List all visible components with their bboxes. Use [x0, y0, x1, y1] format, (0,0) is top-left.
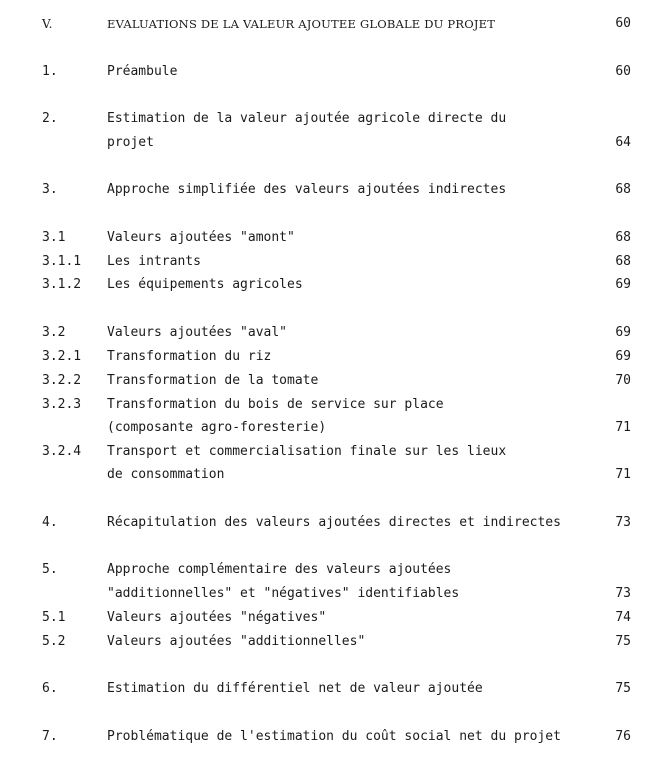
entry-title-continued: "additionnelles" et "négatives" identifiables	[107, 586, 460, 601]
entry-number: 3.1.1	[42, 254, 82, 269]
toc-entry-3-2-1	[0, 346, 659, 368]
entry-title: Problématique de l'estimation du coût social net du projet	[107, 729, 561, 744]
entry-page: 69	[615, 349, 631, 364]
entry-title: Valeurs ajoutées "négatives"	[107, 610, 327, 625]
toc-entry-5-1	[0, 607, 659, 629]
entry-page: 69	[615, 277, 631, 292]
entry-number: 5.1	[42, 610, 66, 625]
toc-entry-3-2-3	[0, 394, 659, 416]
toc-entry-3-2-2	[0, 370, 659, 392]
toc-entry-7	[0, 726, 659, 748]
entry-title: Valeurs ajoutées "additionnelles"	[107, 634, 366, 649]
chapter-heading	[0, 13, 659, 35]
entry-title: Transformation du bois de service sur place	[107, 397, 444, 412]
entry-page: 68	[615, 254, 631, 269]
entry-number: 3.2.1	[42, 349, 82, 364]
toc-entry-3-2-4-continued	[0, 464, 659, 486]
chapter-title: EVALUATIONS DE LA VALEUR AJOUTEE GLOBALE DU PROJET	[107, 17, 496, 31]
entry-title: Transformation de la tomate	[107, 373, 319, 388]
toc-entry-3-1	[0, 227, 659, 249]
entry-page: 70	[615, 373, 631, 388]
entry-title: Valeurs ajoutées "amont"	[107, 230, 295, 245]
toc-entry-3-2	[0, 322, 659, 344]
toc-entry-3-2-4	[0, 441, 659, 463]
entry-title: Récapitulation des valeurs ajoutées directes et indirectes	[107, 515, 561, 530]
toc-entry-3-1-2	[0, 274, 659, 296]
entry-number: 4.	[42, 515, 58, 530]
entry-number: 3.2.3	[42, 397, 82, 412]
entry-number: 1.	[42, 64, 58, 79]
entry-title: Les intrants	[107, 254, 201, 269]
entry-number: 6.	[42, 681, 58, 696]
toc-entry-5-continued	[0, 583, 659, 605]
entry-page: 73	[615, 515, 631, 530]
entry-title: Transport et commercialisation finale sur les lieux	[107, 444, 507, 459]
entry-page: 74	[615, 610, 631, 625]
toc-entry-5-2	[0, 631, 659, 653]
entry-number: 3.	[42, 182, 58, 197]
toc-entry-5	[0, 559, 659, 581]
entry-number: 3.1	[42, 230, 66, 245]
entry-title: Les équipements agricoles	[107, 277, 303, 292]
entry-page: 68	[615, 230, 631, 245]
entry-page: 71	[615, 420, 631, 435]
toc-entry-6	[0, 678, 659, 700]
entry-title-continued: de consommation	[107, 467, 225, 482]
entry-page: 69	[615, 325, 631, 340]
entry-page: 60	[615, 64, 631, 79]
entry-page: 71	[615, 467, 631, 482]
toc-entry-3-2-3-continued	[0, 417, 659, 439]
toc-entry-3-1-1	[0, 251, 659, 273]
entry-number: 3.2	[42, 325, 66, 340]
chapter-number: V.	[42, 17, 53, 31]
entry-number: 2.	[42, 111, 58, 126]
entry-title: Estimation de la valeur ajoutée agricole directe du	[107, 111, 507, 126]
entry-title-continued: (composante agro-foresterie)	[107, 420, 327, 435]
entry-number: 7.	[42, 729, 58, 744]
entry-page: 68	[615, 182, 631, 197]
entry-title: Approche complémentaire des valeurs ajoutées	[107, 562, 452, 577]
entry-title: Estimation du différentiel net de valeur ajoutée	[107, 681, 483, 696]
entry-number: 5.2	[42, 634, 66, 649]
entry-page: 75	[615, 681, 631, 696]
entry-title-continued: projet	[107, 135, 154, 150]
toc-entry-2-continued	[0, 132, 659, 154]
entry-title: Approche simplifiée des valeurs ajoutées indirectes	[107, 182, 507, 197]
entry-page: 64	[615, 135, 631, 150]
entry-title: Transformation du riz	[107, 349, 272, 364]
entry-page: 76	[615, 729, 631, 744]
entry-page: 75	[615, 634, 631, 649]
entry-number: 3.2.4	[42, 444, 82, 459]
entry-number: 3.2.2	[42, 373, 82, 388]
entry-title: Valeurs ajoutées "aval"	[107, 325, 288, 340]
entry-title: Préambule	[107, 64, 178, 79]
toc-entry-1	[0, 61, 659, 83]
entry-number: 5.	[42, 562, 58, 577]
chapter-page: 60	[615, 16, 631, 31]
entry-number: 3.1.2	[42, 277, 82, 292]
toc-entry-4	[0, 512, 659, 534]
toc-entry-3	[0, 179, 659, 201]
entry-page: 73	[615, 586, 631, 601]
toc-entry-2	[0, 108, 659, 130]
